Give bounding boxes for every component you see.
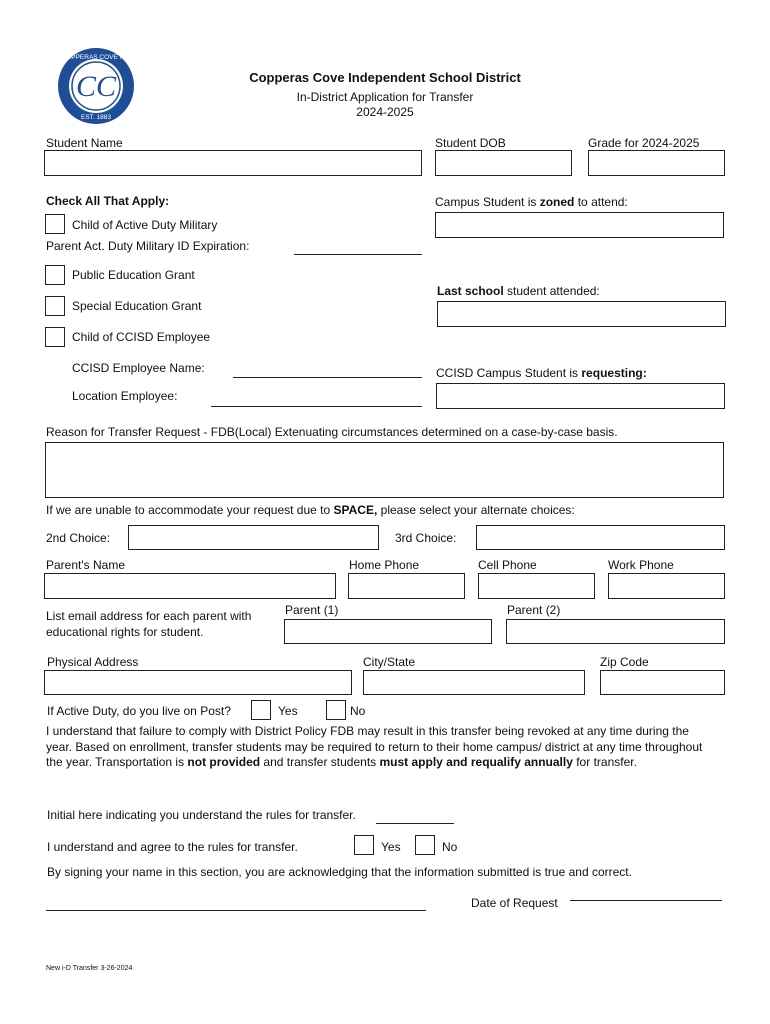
student-dob-field[interactable] bbox=[435, 150, 572, 176]
military-label: Child of Active Duty Military bbox=[72, 218, 218, 232]
address-field[interactable] bbox=[44, 670, 352, 695]
date-line[interactable] bbox=[570, 900, 722, 901]
check-all-label: Check All That Apply: bbox=[46, 194, 170, 208]
reason-label: Reason for Transfer Request - FDB(Local) Extenuating circumstances determined on a case-by-case basis. bbox=[46, 425, 618, 439]
seal-monogram: CC bbox=[75, 70, 117, 103]
choice3-field[interactable] bbox=[476, 525, 725, 550]
on-post-no-checkbox[interactable] bbox=[326, 700, 346, 720]
on-post-yes-checkbox[interactable] bbox=[251, 700, 271, 720]
last-school-label: Last school student attended: bbox=[437, 284, 600, 298]
cell-phone-label: Cell Phone bbox=[478, 558, 537, 572]
location-line[interactable] bbox=[211, 406, 422, 407]
work-phone-field[interactable] bbox=[608, 573, 725, 599]
address-label: Physical Address bbox=[47, 655, 139, 669]
choice2-label: 2nd Choice: bbox=[46, 531, 111, 545]
initial-label: Initial here indicating you understand the rules for transfer. bbox=[47, 808, 356, 822]
military-checkbox[interactable] bbox=[45, 214, 65, 234]
last-school-field[interactable] bbox=[437, 301, 726, 327]
work-phone-label: Work Phone bbox=[608, 558, 674, 572]
student-dob-label: Student DOB bbox=[435, 136, 506, 150]
parent1-label: Parent (1) bbox=[285, 603, 339, 617]
parent-name-field[interactable] bbox=[44, 573, 336, 599]
email-label-line1: List email address for each parent with bbox=[46, 609, 252, 623]
zip-field[interactable] bbox=[600, 670, 725, 695]
agree-label: I understand and agree to the rules for transfer. bbox=[47, 840, 298, 854]
reason-field[interactable] bbox=[45, 442, 724, 498]
city-field[interactable] bbox=[363, 670, 585, 695]
employee-label: Child of CCISD Employee bbox=[72, 330, 211, 344]
zip-label: Zip Code bbox=[600, 655, 649, 669]
employee-name-label: CCISD Employee Name: bbox=[72, 361, 205, 375]
parent2-label: Parent (2) bbox=[507, 603, 561, 617]
agree-no-checkbox[interactable] bbox=[415, 835, 435, 855]
grade-label: Grade for 2024-2025 bbox=[588, 136, 700, 150]
student-name-label: Student Name bbox=[46, 136, 123, 150]
choice3-label: 3rd Choice: bbox=[395, 531, 457, 545]
peg-label: Public Education Grant bbox=[72, 268, 195, 282]
parent1-email-field[interactable] bbox=[284, 619, 492, 644]
policy-paragraph: I understand that failure to comply with District Policy FDB may result in this transfer being revoked at any time during the year. Based on enrollment, transfer students may be required to return to their home campus/ district at any time throughout the year. Transportation is not provided and transfer students must apply and requalify annually for transfer. bbox=[46, 724, 703, 769]
email-label-line2: educational rights for student. bbox=[46, 625, 204, 639]
on-post-label: If Active Duty, do you live on Post? bbox=[47, 704, 231, 718]
city-label: City/State bbox=[363, 655, 416, 669]
agree-yes-checkbox[interactable] bbox=[354, 835, 374, 855]
cell-phone-field[interactable] bbox=[478, 573, 595, 599]
space-label: If we are unable to accommodate your request due to SPACE, please select your alternate choices: bbox=[46, 503, 575, 517]
campus-zoned-label: Campus Student is zoned to attend: bbox=[435, 195, 628, 209]
employee-name-line[interactable] bbox=[233, 377, 422, 378]
footer-code: New i-D Transfer 3-26-2024 bbox=[46, 965, 133, 972]
student-name-field[interactable] bbox=[44, 150, 422, 176]
employee-checkbox[interactable] bbox=[45, 327, 65, 347]
signing-label: By signing your name in this section, you are acknowledging that the information submitted is true and correct. bbox=[47, 865, 632, 879]
initial-line[interactable] bbox=[376, 823, 454, 824]
campus-zoned-field[interactable] bbox=[435, 212, 724, 238]
home-phone-field[interactable] bbox=[348, 573, 465, 599]
seal-arc-text: COPPERAS COVE ISD bbox=[61, 54, 131, 61]
date-label: Date of Request bbox=[471, 896, 558, 910]
agree-no-label: No bbox=[442, 840, 458, 854]
military-id-label: Parent Act. Duty Military ID Expiration: bbox=[46, 239, 250, 253]
requesting-label: CCISD Campus Student is requesting: bbox=[436, 366, 647, 380]
parent2-email-field[interactable] bbox=[506, 619, 725, 644]
on-post-yes-label: Yes bbox=[278, 704, 298, 718]
form-title: Copperas Cove Independent School District bbox=[249, 70, 521, 85]
choice2-field[interactable] bbox=[128, 525, 379, 550]
military-id-line[interactable] bbox=[294, 254, 422, 255]
signature-line[interactable] bbox=[46, 910, 426, 911]
grade-field[interactable] bbox=[588, 150, 725, 176]
peg-checkbox[interactable] bbox=[45, 265, 65, 285]
parent-name-label: Parent's Name bbox=[46, 558, 125, 572]
sped-checkbox[interactable] bbox=[45, 296, 65, 316]
location-label: Location Employee: bbox=[72, 389, 178, 403]
form-subtitle: In-District Application for Transfer bbox=[296, 90, 474, 104]
form-year: 2024-2025 bbox=[356, 105, 414, 119]
on-post-no-label: No bbox=[350, 704, 366, 718]
sped-label: Special Education Grant bbox=[72, 299, 202, 313]
requesting-field[interactable] bbox=[436, 383, 725, 409]
agree-yes-label: Yes bbox=[381, 840, 401, 854]
home-phone-label: Home Phone bbox=[349, 558, 420, 572]
seal-est: EST. 1883 bbox=[81, 114, 111, 121]
